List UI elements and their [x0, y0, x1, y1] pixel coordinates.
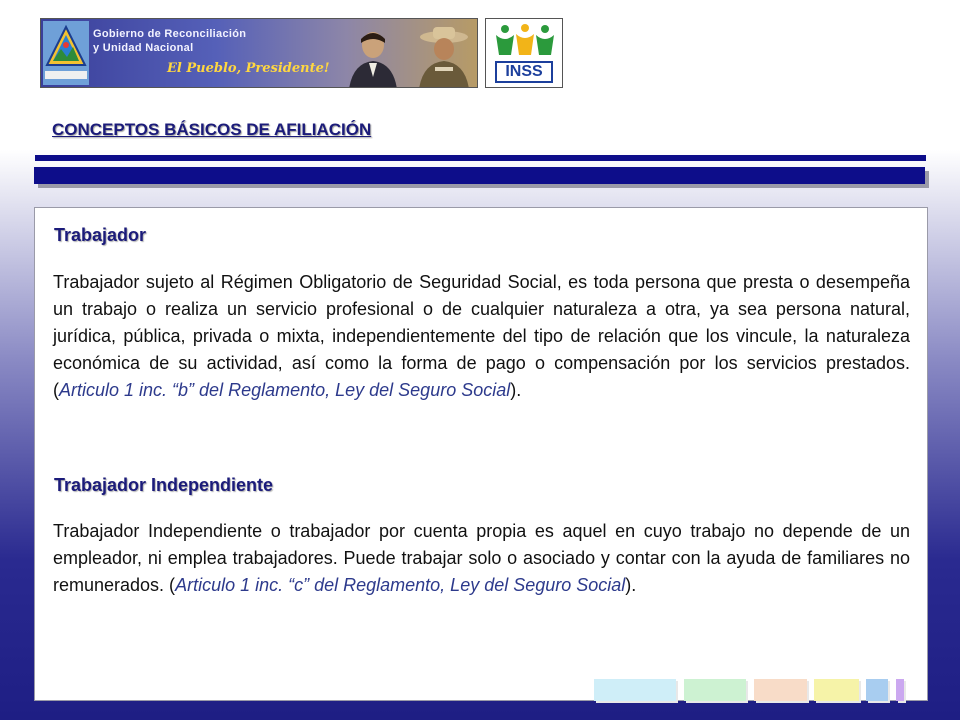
section-heading-trabajador: Trabajador: [54, 225, 147, 245]
decor-swatch-cyan: [594, 679, 676, 701]
content-panel: [34, 207, 928, 701]
decor-swatch-blue: [866, 679, 888, 701]
section-heading-trabajador-independiente: Trabajador Independiente: [54, 475, 274, 495]
section-body-trabajador-independiente: [53, 518, 910, 599]
hat-figure-icon: [411, 23, 477, 88]
divider-thin: [35, 155, 926, 161]
page-title: CONCEPTOS BÁSICOS DE AFILIACIÓN: [52, 120, 372, 139]
portrait-figure-icon: [339, 25, 407, 88]
decor-swatch-violet: [896, 679, 904, 701]
banner-line-1: Gobierno de Reconciliación: [93, 28, 247, 40]
banner-line-2: y Unidad Nacional: [93, 42, 194, 54]
banner-slogan: El Pueblo, Presidente!: [167, 61, 330, 76]
citation-tail: ).: [625, 575, 637, 595]
divider-thick: [34, 167, 925, 184]
inss-logo-label: INSS: [495, 61, 553, 83]
inss-logo: [485, 18, 563, 88]
body-text: Trabajador sujeto al Régimen Obligatorio de Seguridad Social, es toda persona que presta o desempeña un trabajo o realiza un servicio profesional o de cualquier naturaleza a otra, ya sea persona natural, jurídica, pública, privada o mixta, independientemente del tipo de relación que los vincule, la naturaleza económica de su actividad, así como la forma de pago o compensación por los servicios prestados. (: [53, 272, 910, 400]
decor-swatch-yellow: [814, 679, 859, 701]
citation-text: Articulo 1 inc. “b” del Reglamento, Ley del Seguro Social: [59, 380, 511, 400]
citation-text: Articulo 1 inc. “c” del Reglamento, Ley del Seguro Social: [175, 575, 626, 595]
national-emblem-icon: [43, 21, 89, 85]
decor-swatch-peach: [754, 679, 807, 701]
people-figures-icon: [494, 23, 556, 57]
citation-tail: ).: [510, 380, 522, 400]
government-banner: [40, 18, 478, 88]
section-body-trabajador: [53, 269, 910, 404]
body-text: Trabajador Independiente o trabajador por cuenta propia es aquel en cuyo trabajo no depende de un empleador, ni emplea trabajadores. Puede trabajar solo o asociado y contar con la ayuda de familiares no remunerados. (: [53, 521, 910, 595]
decor-swatch-green: [684, 679, 746, 701]
